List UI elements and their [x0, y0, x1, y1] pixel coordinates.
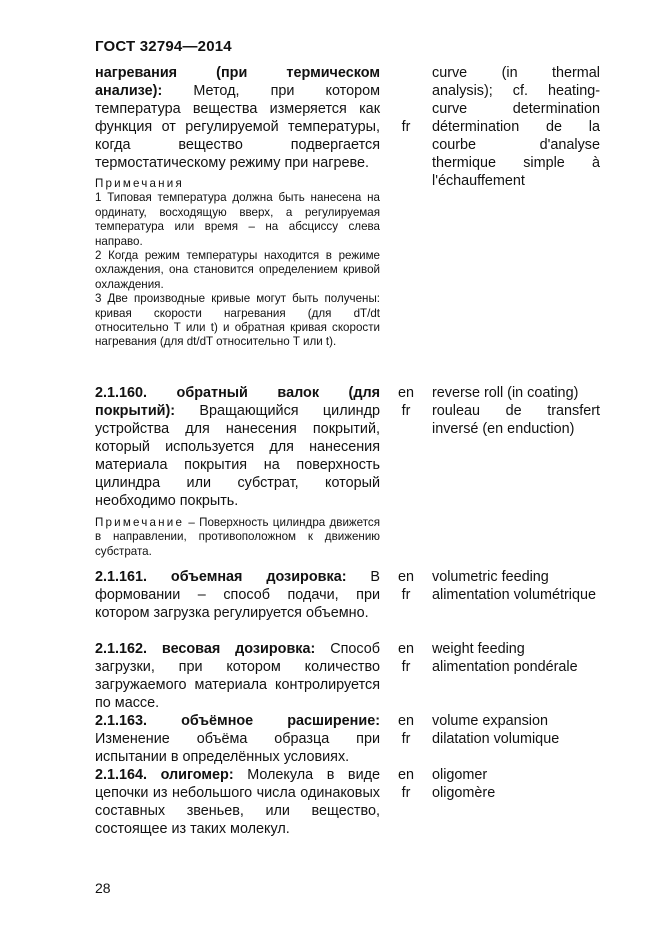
- note-text: – Поверхность цилиндра движется в направлении, противоположном к движению субстрата.: [95, 516, 380, 558]
- notes-block: [95, 177, 380, 350]
- lang-code-en: en: [397, 385, 414, 401]
- entry-langs: [395, 384, 417, 420]
- entry-2-1-164: [95, 766, 380, 838]
- lang-code-fr: fr: [401, 659, 411, 675]
- entry-definition: Способ загрузки, при котором количество загружаемого материала контролируется по массе.: [95, 641, 381, 711]
- lang-code-en: en: [397, 641, 414, 657]
- entry-2-1-160: [95, 384, 380, 510]
- note-item: 3 Две производные кривые могут быть получены: кривая скорости нагревания (для dT/dt относительно T или t) и обратная кривая скорости нагревания (для dt/dT относительно T или t).: [95, 292, 380, 349]
- entry-number: 2.1.163.: [95, 713, 148, 729]
- foreign-term-fr: oligomère: [432, 785, 496, 801]
- entry-term: весовая дозировка:: [161, 641, 316, 657]
- entry-langs: [395, 568, 417, 604]
- lang-code-en: en: [397, 569, 414, 585]
- foreign-term-en: reverse roll (in coating): [432, 385, 579, 401]
- entry-definition: Вращающийся цилиндр устройства для нанесения покрытий, который используется для нанесения материала покрытия на поверхность цилиндра или субстрат, который необходимо покрыть.: [95, 403, 380, 509]
- entry-note: [95, 516, 380, 559]
- notes-heading: Примечания: [95, 177, 184, 190]
- foreign-term-fr: alimentation volumétrique: [432, 587, 596, 603]
- entry-2-1-162: [95, 640, 380, 712]
- definition-text: Метод, при котором температура вещества измеряется как функция от регулируемой температуры, когда вещество подвергается термостатическому режиму при нагреве.: [95, 83, 380, 171]
- entry-number: 2.1.160.: [95, 385, 148, 401]
- lang-code-fr: fr: [401, 785, 411, 801]
- entry-langs: [395, 712, 417, 748]
- entry-foreign-terms: [432, 712, 600, 748]
- entry-term: объёмное расширение:: [181, 713, 380, 729]
- lang-code-fr: fr: [401, 403, 411, 419]
- lang-code-fr: fr: [401, 119, 411, 135]
- entry-2-1-163: [95, 712, 380, 766]
- lang-code-en: en: [397, 713, 414, 729]
- entry-foreign-terms: [432, 384, 600, 438]
- foreign-term-fr: rouleau de transfert inversé (en enduction): [432, 403, 600, 437]
- entry-term: объемная дозировка:: [170, 569, 347, 585]
- entry-definition: В формовании – способ подачи, при котором загрузка регулируется объемно.: [95, 569, 380, 621]
- entry-definition: Изменение объёма образца при испытании в определённых условиях.: [95, 731, 380, 765]
- entry-continued-definition: [95, 64, 380, 172]
- foreign-term-en: volumetric feeding: [432, 569, 549, 585]
- document-header: ГОСТ 32794—2014: [95, 38, 232, 55]
- entry-foreign-terms: [432, 766, 600, 802]
- entry-langs: [395, 766, 417, 802]
- foreign-term-fr: alimentation pondérale: [432, 659, 578, 675]
- entry-number: 2.1.164.: [95, 767, 148, 783]
- lang-code-fr: fr: [401, 587, 411, 603]
- entry-2-1-161: [95, 568, 380, 622]
- entry-foreign-terms: [432, 568, 600, 604]
- entry-foreign-terms: [432, 640, 600, 676]
- entry-definition: Молекула в виде цепочки из небольшого числа одинаковых составных звеньев, или вещество, состоящее из таких молекул.: [95, 767, 381, 837]
- lang-code-fr: fr: [401, 731, 411, 747]
- foreign-terms-continued: curve (in thermal analysis); cf. heating-curve determination détermination de la courbe d'analyse thermique simple à l'échauffement: [432, 65, 600, 189]
- entry-number: 2.1.162.: [95, 641, 148, 657]
- entry-term: обратный валок (для покрытий):: [95, 385, 381, 419]
- note-item: 2 Когда режим температуры находится в режиме охлаждения, она становится определением кривой охлаждения.: [95, 249, 380, 291]
- note-item: 1 Типовая температура должна быть нанесена на ординату, восходящую вверх, а регулируемая температура или время – на абсциссу слева направо.: [95, 191, 380, 248]
- term-fragment: нагревания (при термическом анализе):: [95, 65, 380, 99]
- note-heading: Примечание: [95, 516, 185, 529]
- foreign-term-fr: dilatation volumique: [432, 731, 560, 747]
- entry-number: 2.1.161.: [95, 569, 148, 585]
- foreign-term-en: volume expansion: [432, 713, 548, 729]
- page-number: 28: [95, 880, 111, 896]
- foreign-term-en: oligomer: [432, 767, 488, 783]
- entry-langs: [395, 640, 417, 676]
- foreign-term-en: weight feeding: [432, 641, 525, 657]
- entry-term: олигомер:: [160, 767, 234, 783]
- lang-code-en: en: [397, 767, 414, 783]
